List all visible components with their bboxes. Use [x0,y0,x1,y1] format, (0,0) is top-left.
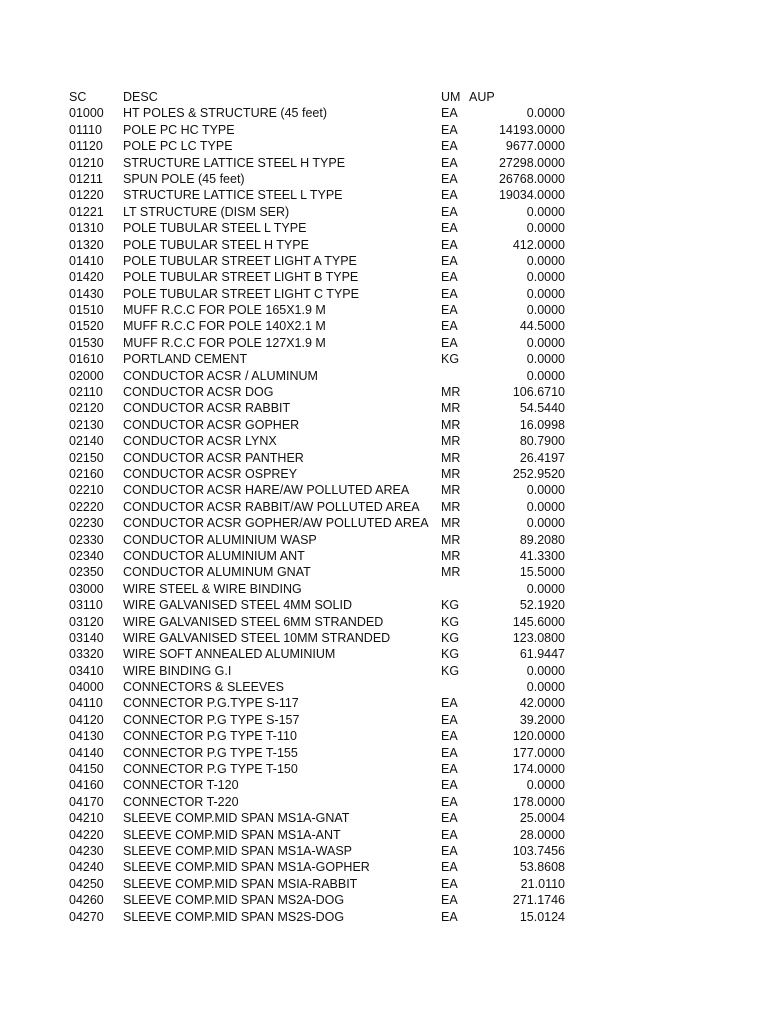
cell-aup: 0.0000 [526,303,565,318]
cell-sc: 02110 [69,385,103,400]
cell-aup: 103.7456 [512,843,565,858]
cell-um: KG [441,647,460,662]
cell-sc: 03140 [69,630,104,645]
cell-um: EA [441,335,458,350]
cell-aup: 145.6000 [512,614,565,629]
cell-sc: 02160 [69,466,104,481]
cell-desc: PORTLAND CEMENT [123,352,248,367]
cell-desc: WIRE SOFT ANNEALED ALUMINIUM [123,647,336,662]
cell-aup: 19034.0000 [498,188,565,203]
cell-aup: 61.9447 [519,647,565,662]
cell-sc: 02350 [69,565,104,580]
cell-um: KG [441,663,460,678]
cell-sc: 03120 [69,614,104,629]
cell-aup: 0.0000 [526,368,565,383]
cell-desc: SLEEVE COMP.MID SPAN MS1A-GNAT [123,811,350,826]
cell-sc: 04140 [69,745,104,760]
cell-sc: 01420 [69,270,104,285]
cell-um: EA [441,893,458,908]
cell-aup: 15.0124 [519,909,565,924]
cell-sc: 04210 [69,811,104,826]
cell-aup: 0.0000 [526,499,565,514]
cell-desc: CONNECTOR P.G.TYPE S-117 [123,696,299,711]
cell-desc: SLEEVE COMP.MID SPAN MS1A-ANT [123,827,341,842]
column-header-desc: DESC [123,90,158,104]
cell-desc: CONDUCTOR ALUMINUM GNAT [123,565,311,580]
cell-aup: 0.0000 [526,352,565,367]
cell-desc: MUFF R.C.C FOR POLE 127X1.9 M [123,335,326,350]
cell-desc: WIRE GALVANISED STEEL 10MM STRANDED [123,630,391,645]
cell-desc: POLE TUBULAR STEEL H TYPE [123,237,309,252]
cell-sc: 02330 [69,532,104,547]
cell-sc: 02220 [69,499,104,514]
cell-desc: SPUN POLE (45 feet) [123,171,245,186]
cell-um: EA [441,778,458,793]
cell-desc: CONDUCTOR ACSR GOPHER/AW POLLUTED AREA [123,516,429,531]
cell-sc: 01530 [69,335,104,350]
cell-sc: 04270 [69,909,104,924]
cell-desc: STRUCTURE LATTICE STEEL L TYPE [123,188,343,203]
cell-sc: 02120 [69,401,104,416]
cell-um: EA [441,303,458,318]
cell-aup: 271.1746 [512,893,565,908]
cell-desc: WIRE GALVANISED STEEL 6MM STRANDED [123,614,384,629]
cell-sc: 04110 [69,696,103,711]
cell-aup: 16.0998 [519,417,565,432]
cell-aup: 89.2080 [519,532,565,547]
cell-aup: 0.0000 [526,270,565,285]
cell-um: MR [441,466,461,481]
cell-desc: POLE TUBULAR STREET LIGHT B TYPE [123,270,359,285]
cell-aup: 177.0000 [512,745,565,760]
cell-um: KG [441,598,460,613]
cell-desc: WIRE STEEL & WIRE BINDING [123,581,302,596]
cell-desc: STRUCTURE LATTICE STEEL H TYPE [123,155,346,170]
cell-desc: SLEEVE COMP.MID SPAN MS1A-WASP [123,843,352,858]
cell-aup: 0.0000 [526,663,565,678]
cell-aup: 26.4197 [519,450,565,465]
cell-um: EA [441,155,458,170]
cell-aup: 52.1920 [519,598,565,613]
cell-aup: 0.0000 [526,204,565,219]
cell-aup: 0.0000 [526,581,565,596]
cell-aup: 42.0000 [519,696,565,711]
cell-um: MR [441,499,461,514]
cell-sc: 01430 [69,286,104,301]
cell-um: EA [441,696,458,711]
cell-desc: POLE TUBULAR STREET LIGHT A TYPE [123,253,357,268]
cell-um: EA [441,762,458,777]
cell-um: MR [441,434,461,449]
cell-um: EA [441,794,458,809]
cell-um: EA [441,712,458,727]
cell-aup: 0.0000 [526,516,565,531]
cell-aup: 14193.0000 [498,122,565,137]
cell-sc: 04120 [69,712,104,727]
cell-um: EA [441,221,458,236]
cell-desc: MUFF R.C.C FOR POLE 165X1.9 M [123,303,326,318]
cell-aup: 0.0000 [526,286,565,301]
cell-aup: 123.0800 [512,630,565,645]
cell-um: EA [441,122,458,137]
cell-aup: 26768.0000 [498,171,565,186]
cell-um: EA [441,171,458,186]
cell-sc: 01110 [69,122,102,137]
cell-desc: CONNECTOR P.G TYPE T-155 [123,745,298,760]
cell-desc: CONDUCTOR ACSR HARE/AW POLLUTED AREA [123,483,410,498]
cell-um: EA [441,860,458,875]
cell-aup: 41.3300 [519,548,565,563]
cell-desc: CONDUCTOR ALUMINIUM ANT [123,548,305,563]
cell-sc: 01310 [69,221,104,236]
cell-aup: 120.0000 [512,729,565,744]
cell-desc: WIRE BINDING G.I [123,663,232,678]
cell-aup: 39.2000 [519,712,565,727]
cell-sc: 01320 [69,237,104,252]
cell-desc: MUFF R.C.C FOR POLE 140X2.1 M [123,319,326,334]
cell-um: MR [441,417,461,432]
cell-um: KG [441,614,460,629]
cell-sc: 04160 [69,778,104,793]
cell-aup: 0.0000 [526,106,565,121]
cell-sc: 01610 [69,352,104,367]
cell-desc: LT STRUCTURE (DISM SER) [123,204,290,219]
cell-desc: CONNECTOR P.G TYPE S-157 [123,712,300,727]
cell-aup: 15.5000 [519,565,565,580]
cell-desc: CONDUCTOR ACSR LYNX [123,434,277,449]
cell-um: MR [441,532,461,547]
cell-um: MR [441,483,461,498]
cell-aup: 80.7900 [519,434,565,449]
cell-sc: 04150 [69,762,104,777]
cell-desc: HT POLES & STRUCTURE (45 feet) [123,106,327,121]
column-header-aup: AUP [469,90,495,104]
cell-um: EA [441,827,458,842]
cell-aup: 25.0004 [519,811,565,826]
cell-um: EA [441,204,458,219]
cell-sc: 01510 [69,303,104,318]
cell-desc: CONDUCTOR ALUMINIUM WASP [123,532,317,547]
cell-desc: CONDUCTOR ACSR GOPHER [123,417,300,432]
cell-um: EA [441,106,458,121]
cell-sc: 03110 [69,598,103,613]
cell-aup: 21.0110 [520,876,565,891]
cell-sc: 03320 [69,647,104,662]
cell-um: EA [441,237,458,252]
cell-sc: 04170 [69,794,104,809]
cell-aup: 412.0000 [512,237,565,252]
cell-sc: 01120 [69,139,103,154]
cell-desc: CONNECTOR T-220 [123,794,239,809]
cell-desc: POLE TUBULAR STREET LIGHT C TYPE [123,286,359,301]
cell-sc: 04000 [69,680,104,695]
cell-desc: SLEEVE COMP.MID SPAN MS1A-GOPHER [123,860,370,875]
cell-aup: 28.0000 [519,827,565,842]
cell-aup: 0.0000 [526,221,565,236]
cell-um: EA [441,909,458,924]
cell-um: KG [441,352,460,367]
cell-aup: 54.5440 [519,401,565,416]
cell-desc: CONNECTOR P.G TYPE T-110 [123,729,297,744]
cell-sc: 02140 [69,434,104,449]
cell-um: MR [441,516,461,531]
cell-um: EA [441,286,458,301]
cell-sc: 04130 [69,729,104,744]
cell-aup: 0.0000 [526,483,565,498]
cell-um: EA [441,270,458,285]
cell-desc: POLE PC LC TYPE [123,139,233,154]
cell-desc: WIRE GALVANISED STEEL 4MM SOLID [123,598,352,613]
cell-aup: 44.5000 [519,319,565,334]
cell-um: MR [441,401,461,416]
cell-sc: 01520 [69,319,104,334]
cell-um: EA [441,139,458,154]
cell-um: MR [441,450,461,465]
cell-sc: 01410 [69,253,104,268]
cell-sc: 01220 [69,188,104,203]
cell-sc: 01211 [69,171,103,186]
cell-um: EA [441,188,458,203]
cell-desc: POLE TUBULAR STEEL L TYPE [123,221,307,236]
column-header-um: UM [441,90,461,104]
cell-sc: 01221 [69,204,104,219]
cell-sc: 03000 [69,581,104,596]
cell-aup: 0.0000 [526,253,565,268]
cell-um: MR [441,565,461,580]
cell-desc: CONDUCTOR ACSR RABBIT [123,401,291,416]
cell-sc: 04220 [69,827,104,842]
cell-sc: 02130 [69,417,104,432]
cell-sc: 02230 [69,516,104,531]
cell-aup: 0.0000 [526,778,565,793]
cell-um: EA [441,253,458,268]
cell-sc: 03410 [69,663,104,678]
cell-desc: SLEEVE COMP.MID SPAN MS2S-DOG [123,909,345,924]
cell-sc: 04260 [69,893,104,908]
cell-um: KG [441,630,460,645]
cell-desc: SLEEVE COMP.MID SPAN MSIA-RABBIT [123,876,358,891]
cell-desc: CONDUCTOR ACSR DOG [123,385,274,400]
cell-um: EA [441,745,458,760]
cell-sc: 04240 [69,860,104,875]
cell-desc: CONNECTOR P.G TYPE T-150 [123,762,298,777]
cell-aup: 53.8608 [519,860,565,875]
cell-sc: 01210 [69,155,104,170]
cell-um: EA [441,319,458,334]
cell-sc: 02150 [69,450,104,465]
cell-aup: 252.9520 [512,466,565,481]
cell-sc: 02210 [69,483,104,498]
cell-um: EA [441,811,458,826]
cell-aup: 0.0000 [526,680,565,695]
cell-sc: 04250 [69,876,104,891]
cell-sc: 04230 [69,843,104,858]
cell-um: EA [441,876,458,891]
cell-aup: 0.0000 [526,335,565,350]
cell-sc: 02340 [69,548,104,563]
cell-aup: 178.0000 [512,794,565,809]
cell-um: MR [441,548,461,563]
cell-desc: POLE PC HC TYPE [123,122,235,137]
cell-sc: 02000 [69,368,104,383]
cell-um: EA [441,843,458,858]
cell-desc: CONDUCTOR ACSR OSPREY [123,466,298,481]
cell-desc: CONDUCTOR ACSR PANTHER [123,450,304,465]
cell-desc: CONDUCTOR ACSR / ALUMINUM [123,368,318,383]
cell-desc: SLEEVE COMP.MID SPAN MS2A-DOG [123,893,345,908]
cell-aup: 9677.0000 [505,139,565,154]
cell-desc: CONNECTORS & SLEEVES [123,680,284,695]
cell-desc: CONDUCTOR ACSR RABBIT/AW POLLUTED AREA [123,499,420,514]
cell-desc: CONNECTOR T-120 [123,778,239,793]
cell-aup: 27298.0000 [498,155,565,170]
column-header-sc: SC [69,90,87,104]
cell-um: EA [441,729,458,744]
cell-aup: 106.6710 [512,385,565,400]
cell-aup: 174.0000 [512,762,565,777]
cell-sc: 01000 [69,106,104,121]
cell-um: MR [441,385,461,400]
